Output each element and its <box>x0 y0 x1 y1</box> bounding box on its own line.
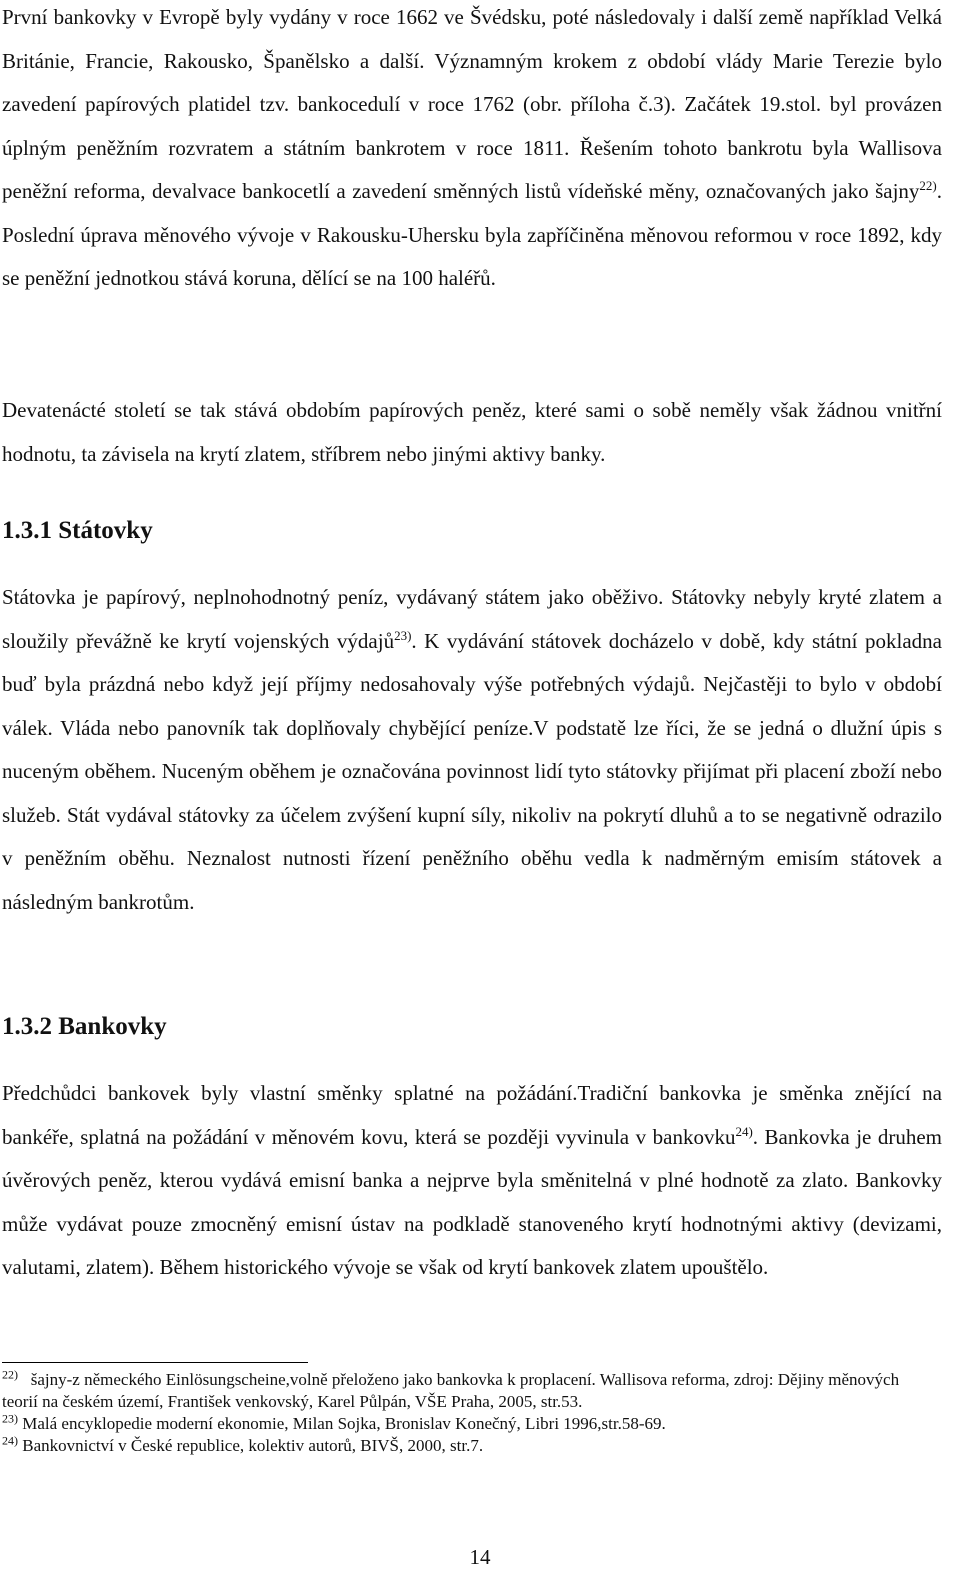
footnote-separator <box>2 1362 308 1363</box>
footnote-ref-24[interactable]: 24) <box>735 1123 753 1139</box>
paragraph-text: První bankovky v Evropě byly vydány v roce 1662 ve Švédsku, poté následovaly i další země například Velká Británie, Francie, Rakousko, Španělsko a další. Významným krokem z období vlády Marie Terezie bylo zavedení papírových platidel tzv. bankocedulí v roce 1762 (obr. příloha č.3). Začátek 19.stol. byl provázen úplným peněžním rozvratem a státním bankrotem v roce 1811. Řešením tohoto bankrotu byla Wallisova peněžní reforma, devalvace bankocetlí a zavedení směnných listů vídeňské měny, označovaných jako šajny <box>2 5 942 203</box>
footnote-ref-22[interactable]: 22) <box>919 178 937 193</box>
paragraph-text: Státovka je papírový, neplnohodnotný peníz, vydávaný státem jako oběživo. Státovky nebyly kryté zlatem a sloužily převážně ke krytí vojenských výdajů <box>2 585 942 653</box>
footnote-text: Malá encyklopedie moderní ekonomie, Milan Sojka, Bronislav Konečný, Libri 1996,str.58-69. <box>22 1414 666 1433</box>
paragraph-bankovky <box>2 1072 942 1290</box>
paragraph-history <box>2 0 942 301</box>
footnotes <box>2 1369 932 1457</box>
paragraph-statovky <box>2 576 942 924</box>
footnote-ref-23[interactable]: 23) <box>394 627 412 643</box>
paragraph-text: . Poslední úprava měnového vývoje v Rakousku-Uhersku byla zapříčiněna měnovou reformou v roce 1892, kdy se peněžní jednotkou stává koruna, dělící se na 100 haléřů. <box>2 179 942 290</box>
footnote-text: šajny-z německého Einlösungscheine,volně přeloženo jako bankovka k proplacení. Wallisova reforma, zdroj: Dějiny měnových teorií na českém území, František venkovský, Karel Půlpán, VŠE Praha, 2005, str.53. <box>2 1370 900 1411</box>
page-number: 14 <box>469 1545 491 1569</box>
footnote-mark: 23) <box>2 1411 18 1426</box>
footnote-23 <box>2 1413 932 1435</box>
footnote-24 <box>2 1435 932 1457</box>
footnote-mark: 22) <box>2 1367 18 1382</box>
paragraph-text: Předchůdci bankovek byly vlastní směnky splatné na požádání.Tradiční bankovka je směnka znějící na bankéře, splatná na požádání v měnovém kovu, která se později vyvinula v bankovku <box>2 1081 942 1149</box>
footnote-22 <box>2 1369 932 1413</box>
section-title-statovky: 1.3.1 Státovky <box>2 517 153 544</box>
paragraph-text: . K vydávání státovek docházelo v době, kdy státní pokladna buď byla prázdná nebo když její příjmy nedosahovaly výše potřebných výdajů. Nejčastěji to bylo v období válek. Vláda nebo panovník tak doplňovaly chybějící peníze.V podstatě lze říci, že se jedná o dlužní úpis s nuceným oběhem. Nuceným oběhem je označována povinnost lidí tyto státovky přijímat při placení zboží nebo služeb. Stát vydával státovky za účelem zvýšení kupní síly, nikoliv na pokrytí dluhů a to se negativně odrazilo v peněžním oběhu. Neznalost nutnosti řízení peněžního oběhu vedla k nadměrným emisím státovek a následným bankrotům. <box>2 628 942 914</box>
section-title-bankovky: 1.3.2 Bankovky <box>2 1013 167 1040</box>
paragraph-text: . Bankovka je druhem úvěrových peněz, kterou vydává emisní banka a nejprve byla směnitelná v plné hodnotě za zlato. Bankovky může vydávat pouze zmocněný emisní ústav na podkladě stanoveného krytí hodnotnými aktivy (devizami, valutami, zlatem). Během historického vývoje se však od krytí bankovek zlatem upouštělo. <box>2 1124 942 1279</box>
footnote-text: Bankovnictví v České republice, kolektiv autorů, BIVŠ, 2000, str.7. <box>22 1436 484 1455</box>
paragraph-nineteenth-century: Devatenácté století se tak stává obdobím papírových peněz, které sami o sobě neměly však žádnou vnitřní hodnotu, ta závisela na krytí zlatem, stříbrem nebo jinými aktivy banky. <box>2 398 942 466</box>
footnote-mark: 24) <box>2 1433 18 1448</box>
